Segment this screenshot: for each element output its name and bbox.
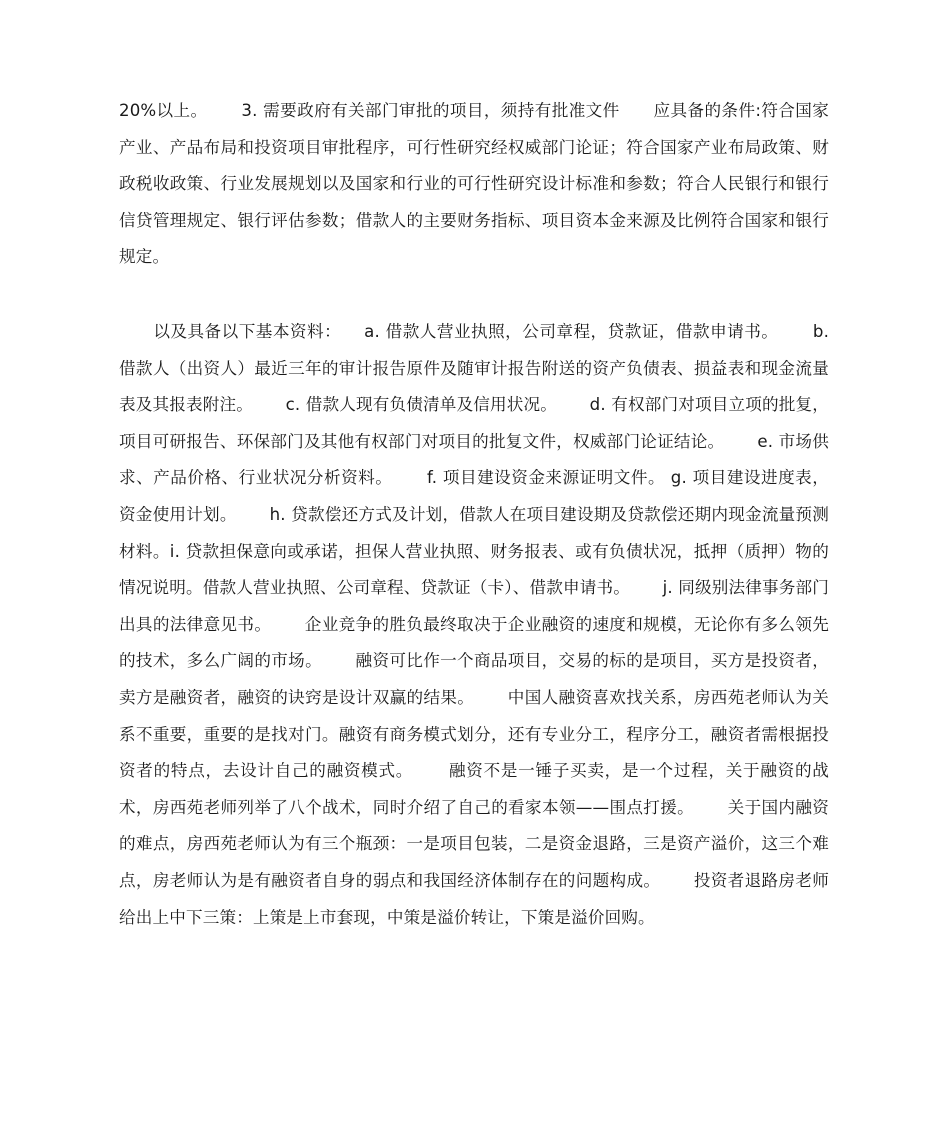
paragraph-required-materials xyxy=(119,314,829,936)
paragraph-required-materials-text: 以及具备以下基本资料： a. 借款人营业执照，公司章程，贷款证，借款申请书。 b. 借款人（出资人）最近三年的审计报告原件及随审计报告附送的资产负债表、损益表和现金流量表及其报表附注。 c. 借款人现有负债清单及信用状况。 d. 有权部门对项目立项的批复，项目可研报告、环保部门及其他有权部门对项目的批复文件，权威部门论证结论。 e. 市场供求、产品价格、行业状况分析资料。 f. 项目建设资金来源证明文件。 g. 项目建设进度表，资金使用计划。 h. 贷款偿还方式及计划，借款人在项目建设期及贷款偿还期内现金流量预测材料。i. 贷款担保意向或承诺，担保人营业执照、财务报表、或有负债状况，抵押（质押）物的情况说明。借款人营业执照、公司章程、贷款证（卡）、借款申请书。 j. 同级别法律事务部门出具的法律意见书。 企业竞争的胜负最终取决于企业融资的速度和规模，无论你有多么领先的技术，多么广阔的市场。 融资可比作一个商品项目，交易的标的是项目，买方是投资者，卖方是融资者，融资的诀窍是设计双赢的结果。 中国人融资喜欢找关系，房西苑老师认为关系不重要，重要的是找对门。融资有商务模式划分，还有专业分工，程序分工，融资者需根据投资者的特点，去设计自己的融资模式。 融资不是一锤子买卖，是一个过程，关于融资的战术，房西苑老师列举了八个战术，同时介绍了自己的看家本领——围点打援。 关于国内融资的难点，房西苑老师认为有三个瓶颈：一是项目包装，二是资金退路，三是资产溢价，这三个难点，房老师认为是有融资者自身的弱点和我国经济体制存在的问题构成。 投资者退路房老师给出上中下三策：上策是上市套现，中策是溢价转让，下策是溢价回购。 xyxy=(119,322,829,927)
paragraph-loan-conditions: 20%以上。 3. 需要政府有关部门审批的项目，须持有批准文件 应具备的条件:符合国家产业、产品布局和投资项目审批程序，可行性研究经权威部门论证；符合国家产业布局政策、财政税收政策、行业发展规划以及国家和行业的可行性研究设计标准和参数；符合人民银行和银行信贷管理规定、银行评估参数；借款人的主要财务指标、项目资本金来源及比例符合国家和银行规定。 xyxy=(119,101,829,267)
